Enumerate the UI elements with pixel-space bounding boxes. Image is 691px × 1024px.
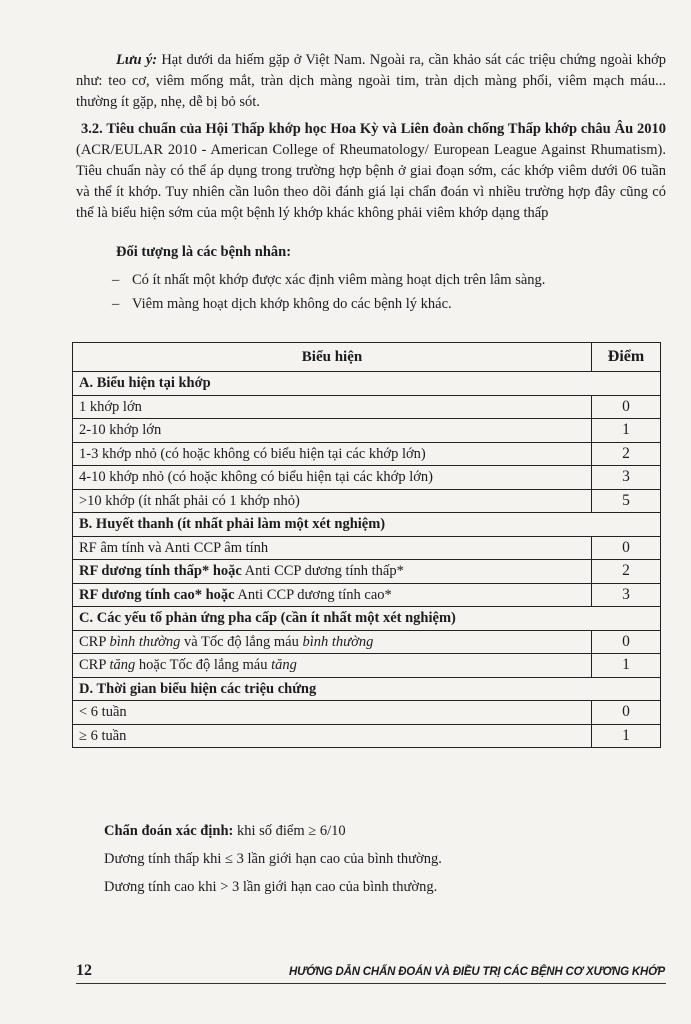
row-italic: bình thường <box>109 633 181 650</box>
row-italic: tăng <box>109 657 136 674</box>
row-label <box>73 654 592 678</box>
subjects-title: Đối tượng là các bệnh nhân: <box>116 244 292 260</box>
row-score: 0 <box>592 395 661 419</box>
row-label: RF âm tính và Anti CCP âm tính <box>73 536 592 560</box>
row-score: 2 <box>592 560 661 584</box>
row-label: 2-10 khớp lớn <box>73 419 592 443</box>
list-item-text: Có ít nhất một khớp được xác định viêm màng hoạt dịch trên lâm sàng. <box>132 272 546 288</box>
group-c-title: C. Các yếu tố phản ứng pha cấp (cần ít nhất một xét nghiệm) <box>73 607 661 631</box>
row-score: 1 <box>592 419 661 443</box>
row-label-bold: RF dương tính thấp* hoặc <box>79 563 242 580</box>
diagnosis-line <box>104 817 442 845</box>
low-positive-line: Dương tính thấp khi ≤ 3 lần giới hạn cao của bình thường. <box>104 851 442 867</box>
row-score: 3 <box>592 466 661 490</box>
column-header-manifestation: Biểu hiện <box>73 343 592 372</box>
table-row <box>73 489 661 513</box>
row-score: 1 <box>592 654 661 678</box>
diagnosis-text: khi số điểm ≥ 6/10 <box>233 823 346 839</box>
table-row <box>73 654 661 678</box>
subjects-list <box>112 268 662 316</box>
row-score: 3 <box>592 583 661 607</box>
conclusion-block <box>104 817 442 901</box>
row-label-rest: Anti CCP dương tính thấp* <box>241 563 404 580</box>
group-row <box>73 607 661 631</box>
row-label: 4-10 khớp nhỏ (có hoặc không có biểu hiện tại các khớp lớn) <box>73 466 592 490</box>
section-heading: 3.2. Tiêu chuẩn của Hội Thấp khớp học Hoa Kỳ và Liên đoàn chống Thấp khớp châu Âu 2010 <box>81 121 666 137</box>
row-italic: tăng <box>271 657 297 674</box>
row-text: CRP <box>79 633 110 650</box>
table-row <box>73 536 661 560</box>
row-label <box>73 560 592 584</box>
table-row <box>73 724 661 748</box>
note-label: Lưu ý: <box>116 52 158 68</box>
group-row <box>73 677 661 701</box>
diagnosis-label: Chẩn đoán xác định: <box>104 823 234 839</box>
high-positive-line: Dương tính cao khi > 3 lần giới hạn cao của bình thường. <box>104 879 438 895</box>
row-label <box>73 583 592 607</box>
criteria-table <box>72 342 661 748</box>
table-row <box>73 560 661 584</box>
table-row <box>73 583 661 607</box>
row-score: 0 <box>592 630 661 654</box>
table-row <box>73 630 661 654</box>
row-label: >10 khớp (ít nhất phải có 1 khớp nhỏ) <box>73 489 592 513</box>
table-row <box>73 442 661 466</box>
group-row <box>73 513 661 537</box>
table-row <box>73 419 661 443</box>
row-italic: bình thường <box>302 633 374 650</box>
row-label: ≥ 6 tuần <box>73 724 592 748</box>
column-header-score: Điểm <box>592 343 661 372</box>
table-row <box>73 466 661 490</box>
section-text: (ACR/EULAR 2010 - American College of Rheumatology/ European League Against Rhumatism). Tiêu chuẩn này có thể áp dụng trong trường hợp bệnh ở giai đoạn sớm, các khớp viêm dưới 06 tuần và thể ít khớp. Tuy nhiên cần luôn theo dõi đánh giá lại chẩn đoán vì nhiều trường hợp đây cũng có thể là biểu hiện sớm của một bệnh lý khớp khác không phải viêm khớp dạng thấp <box>76 142 666 221</box>
row-score: 2 <box>592 442 661 466</box>
section-paragraph <box>76 119 666 224</box>
table-header <box>73 343 661 372</box>
group-row <box>73 372 661 396</box>
list-item: – Viêm màng hoạt dịch khớp không do các bệnh lý khác. <box>112 296 452 312</box>
row-text: hoặc Tốc độ lắng máu <box>135 657 272 674</box>
row-label: < 6 tuần <box>73 701 592 725</box>
table-row <box>73 701 661 725</box>
list-item: – Có ít nhất một khớp được xác định viêm màng hoạt dịch trên lâm sàng. <box>112 272 546 288</box>
row-score: 5 <box>592 489 661 513</box>
group-a-title: A. Biểu hiện tại khớp <box>73 372 661 396</box>
table-row <box>73 395 661 419</box>
page-number: 12 <box>76 962 92 979</box>
row-score: 0 <box>592 536 661 560</box>
list-item-text: Viêm màng hoạt dịch khớp không do các bệnh lý khác. <box>132 296 452 312</box>
row-score: 1 <box>592 724 661 748</box>
running-title: HƯỚNG DẪN CHẨN ĐOÁN VÀ ĐIỀU TRỊ CÁC BỆNH CƠ XƯƠNG KHỚP <box>289 966 665 978</box>
group-b-title: B. Huyết thanh (ít nhất phải làm một xét nghiệm) <box>73 513 661 537</box>
row-label: 1-3 khớp nhỏ (có hoặc không có biểu hiện tại các khớp lớn) <box>73 442 592 466</box>
row-text: và Tốc độ lắng máu <box>180 633 303 650</box>
row-label-rest: Anti CCP dương tính cao* <box>234 586 392 603</box>
note-text: Hạt dưới da hiếm gặp ở Việt Nam. Ngoài ra, cần khảo sát các triệu chứng ngoài khớp như: teo cơ, viêm mống mắt, tràn dịch màng ngoài tim, tràn dịch màng phổi, viêm mạch máu... thường ít gặp, nhẹ, dễ bị bỏ sót. <box>76 52 666 110</box>
row-score: 0 <box>592 701 661 725</box>
note-paragraph <box>76 50 666 113</box>
row-text: CRP <box>79 657 110 674</box>
row-label: 1 khớp lớn <box>73 395 592 419</box>
row-label <box>73 630 592 654</box>
footer-rule <box>76 983 666 984</box>
group-d-title: D. Thời gian biểu hiện các triệu chứng <box>73 677 661 701</box>
row-label-bold: RF dương tính cao* hoặc <box>79 586 235 603</box>
